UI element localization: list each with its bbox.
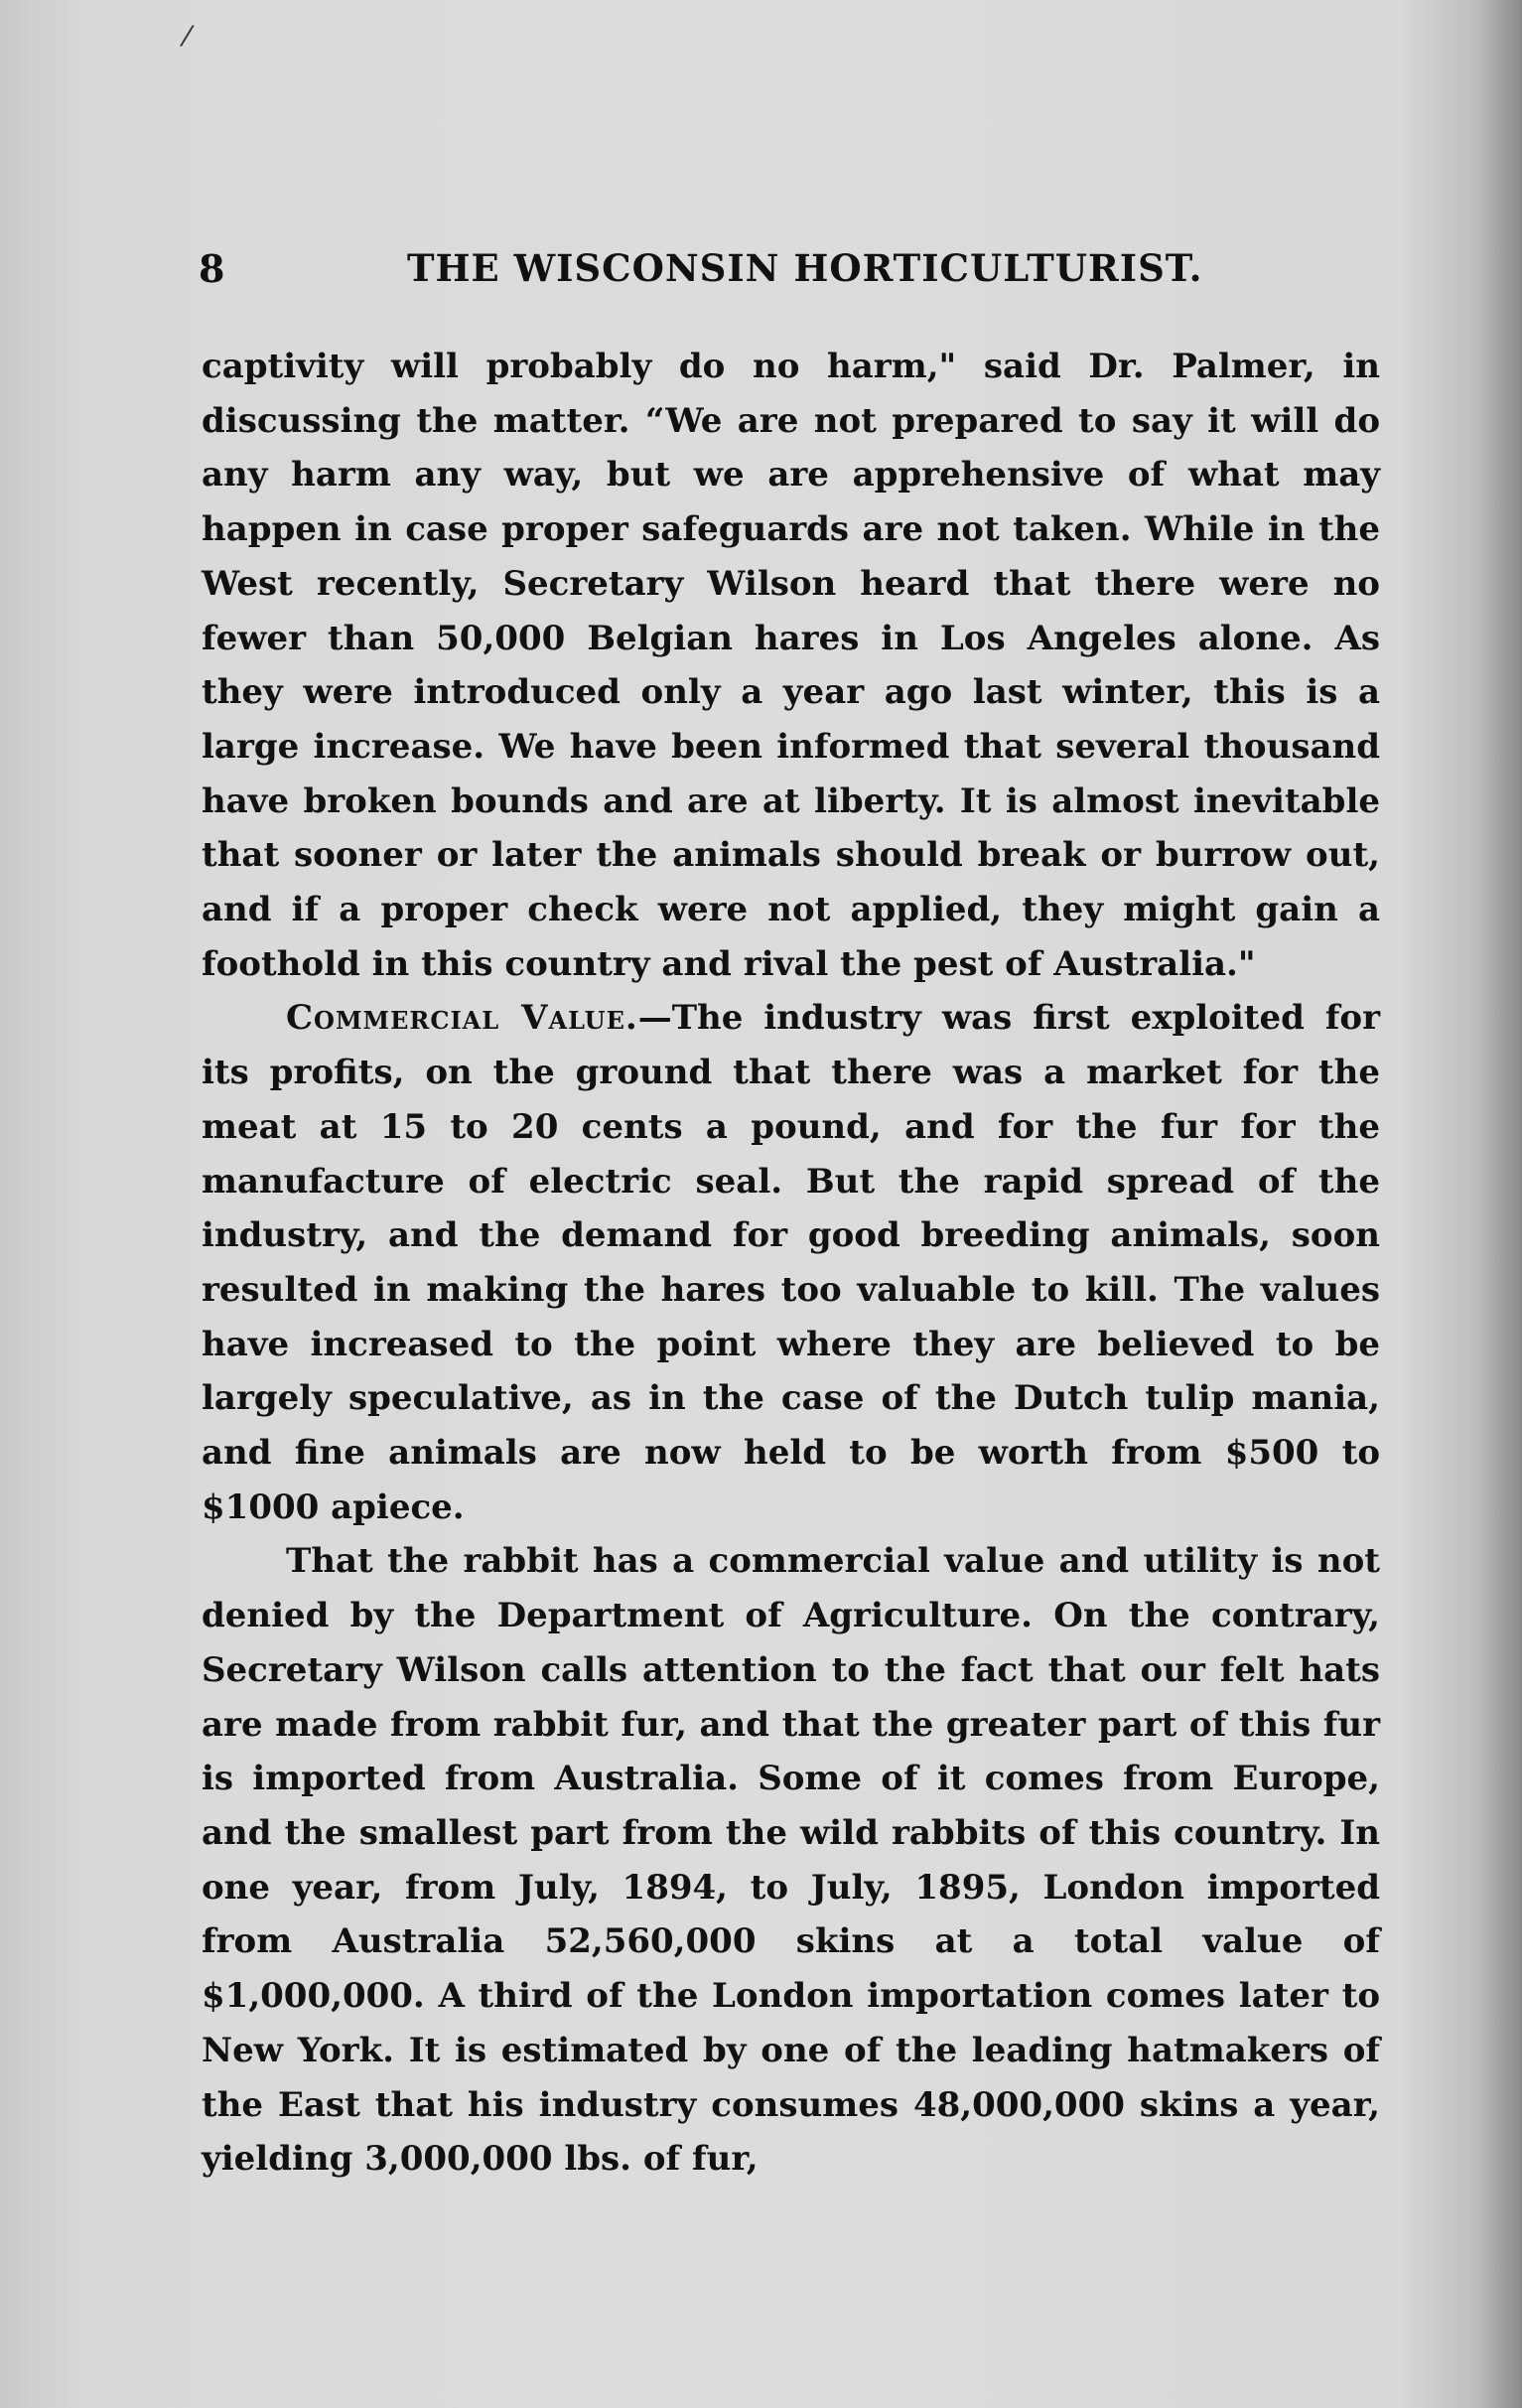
paragraph-3: That the rabbit has a commercial value and utility is not denied by the Department of Agriculture. On the contrary, Secretary Wilson calls attention to the fact that our felt hats are made from rabbit fur, and that the greater part of this fur is imported from Australia. Some of it comes from Europe, and the smallest part from the wild rabbits of this country. In one year, from July, 1894, to July, 1895, London imported from Australia 52,560,000 skins at a total value of $1,000,000. A third of the London importation comes later to New York. It is estimated by one of the leading hatmakers of the East that his industry consumes 48,000,000 skins a year, yielding 3,000,000 lbs. of fur, [202, 1541, 1380, 2180]
running-title: THE WISCONSIN HORTICULTURIST. [407, 246, 1203, 290]
paragraph-1: captivity will probably do no harm," said Dr. Palmer, in discussing the matter. “We are not prepared to say it will do any harm any way, but we are apprehensive of what may happen in case proper safeguards are not taken. While in the West recently, Secretary Wilson heard that there were no fewer than 50,000 Belgian hares in Los Angeles alone. As they were introduced only a year ago last winter, this is a large increase. We have been informed that several thousand have broken bounds and are at liberty. It is almost inevitable that sooner or later the animals should break or burrow out, and if a proper check were not applied, they might gain a foothold in this country and rival the pest of Australia." [202, 347, 1380, 984]
paragraph-2-body: —The industry was first exploited for its profits, on the ground that there was a market for the meat at 15 to 20 cents a pound, and for the fur for the manufacture of electric seal. But the rapid spread of the industry, and the demand for good breeding animals, soon resulted in making the hares too valuable to kill. The values have increased to the point where they are believed to be largely speculative, as in the case of the Dutch tulip mania, and fine animals are now held to be worth from $500 to $1000 apiece. [202, 998, 1380, 1527]
page-header [199, 246, 1380, 306]
body-text [202, 340, 1380, 2187]
paragraph-2 [202, 991, 1380, 1534]
page-number: 8 [199, 246, 225, 291]
margin-mark: ⁄ [185, 20, 190, 53]
section-heading: Commercial Value. [286, 998, 638, 1039]
